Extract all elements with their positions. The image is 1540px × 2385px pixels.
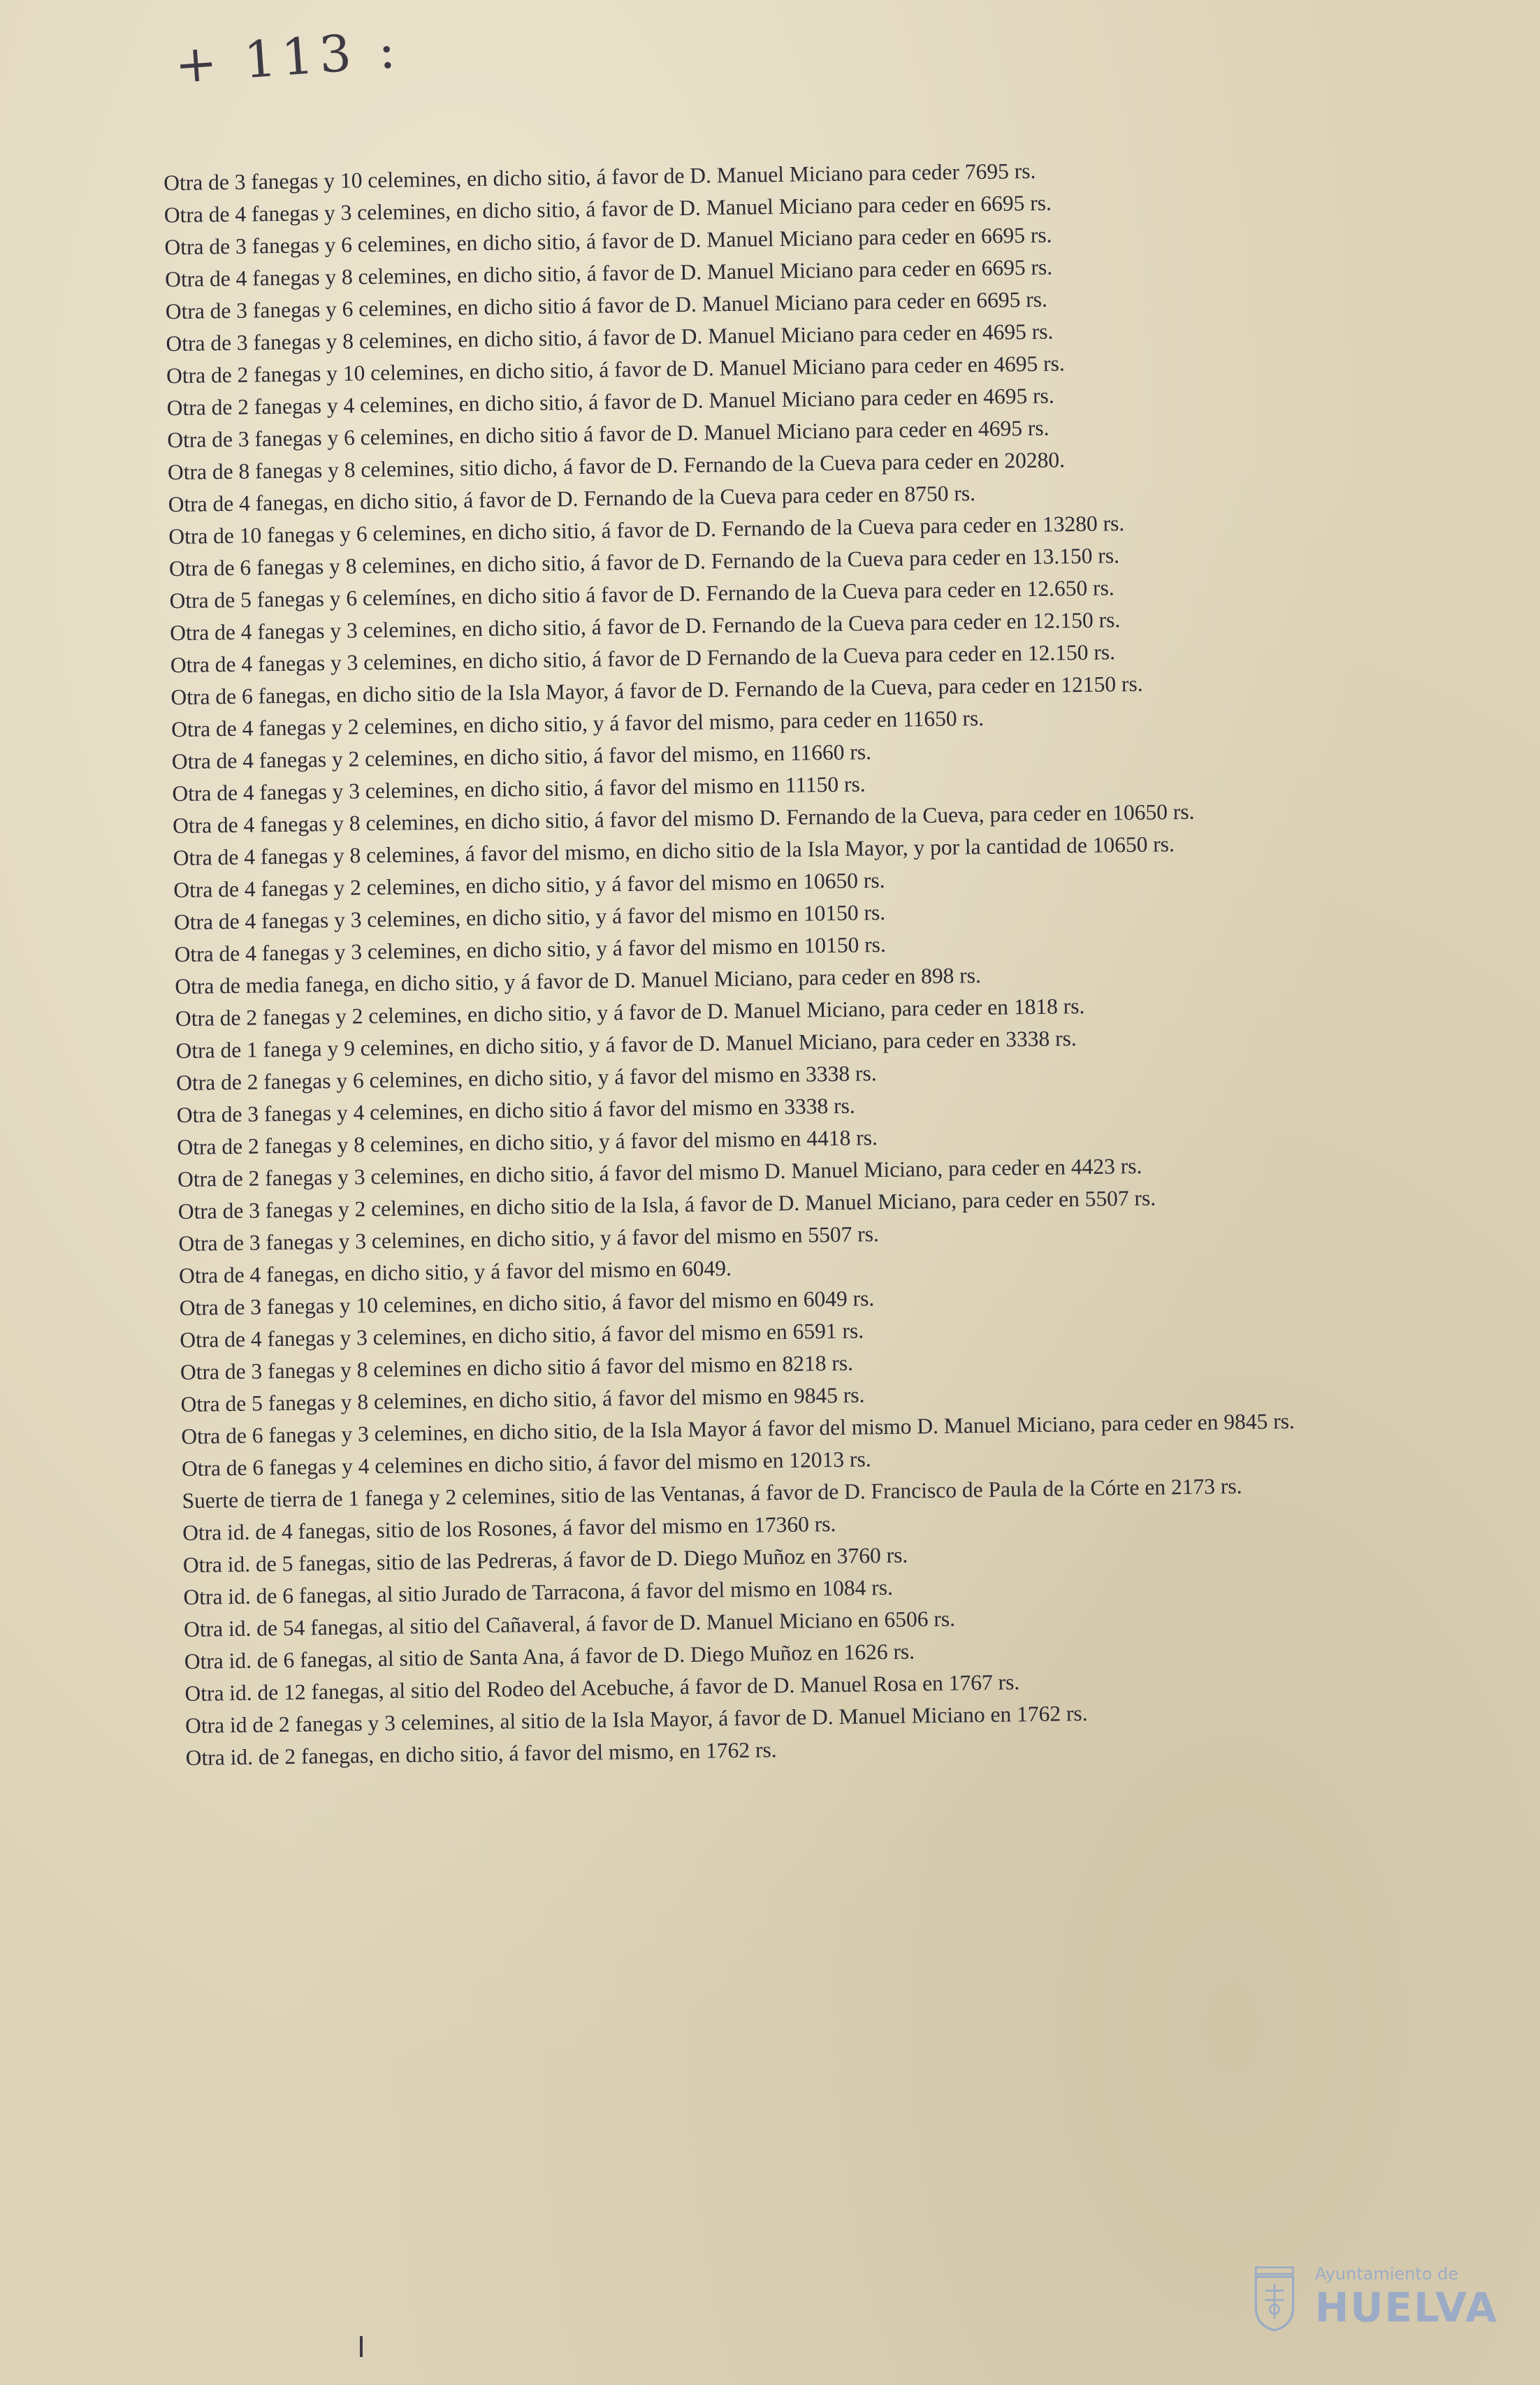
entry-line: Otra de 4 fanegas y 3 celemines, en dicho sitio, y á favor del mismo en 10150 rs. bbox=[174, 931, 887, 967]
entries-list bbox=[122, 150, 1451, 1775]
entry-line: Otra de 3 fanegas y 2 celemines, en dicho sitio de la Isla, á favor de D. Manuel Miciano, para ceder en 5507 rs. bbox=[177, 1185, 1156, 1224]
entry-line: Otra id de 2 fanegas y 3 celemines, al sitio de la Isla Mayor, á favor de D. Manuel Miciano en 1762 rs. bbox=[184, 1701, 1088, 1739]
entry-line: Otra de 3 fanegas y 4 celemines, en dicho sitio á favor del mismo en 3338 rs. bbox=[176, 1093, 856, 1128]
stamp-big-text: HUELVA bbox=[1314, 2284, 1498, 2331]
entry-line: Otra de 2 fanegas y 8 celemines, en dicho sitio, y á favor del mismo en 4418 rs. bbox=[177, 1125, 878, 1160]
entry-line: Otra de 6 fanegas y 8 celemines, en dicho sitio, á favor de D. Fernando de la Cueva para ceder en 13.150 rs. bbox=[168, 543, 1120, 581]
entry-line: Otra de 4 fanegas y 3 celemines, en dicho sitio, y á favor del mismo en 10150 rs. bbox=[173, 899, 886, 935]
entry-line: Otra de 10 fanegas y 6 celemines, en dicho sitio, á favor de D. Fernando de la Cueva para ceder en 13280 rs. bbox=[168, 511, 1125, 549]
entry-line: Otra de 4 fanegas y 2 celemines, en dicho sitio, á favor del mismo, en 11660 rs. bbox=[171, 739, 872, 774]
entry-line: Otra id. de 12 fanegas, al sitio del Rodeo del Acebuche, á favor de D. Manuel Rosa en 1767 rs. bbox=[184, 1669, 1020, 1706]
entry-line: Otra de 4 fanegas, en dicho sitio, y á favor del mismo en 6049. bbox=[178, 1256, 732, 1289]
entry-line: Otra de 3 fanegas y 10 celemines, en dicho sitio, á favor de D. Manuel Miciano para ceder 7695 rs. bbox=[164, 158, 1036, 196]
edge-mark bbox=[360, 2336, 363, 2357]
entry-line: Otra id. de 5 fanegas, sitio de las Pedreras, á favor de D. Diego Muñoz en 3760 rs. bbox=[182, 1542, 908, 1578]
entry-line: Otra de 4 fanegas, en dicho sitio, á favor de D. Fernando de la Cueva para ceder en 8750 rs. bbox=[168, 481, 976, 517]
entry-line: Otra id. de 2 fanegas, en dicho sitio, á favor del mismo, en 1762 rs. bbox=[185, 1737, 777, 1771]
page-number: + 113 : bbox=[173, 20, 403, 95]
entry-line: Otra de 3 fanegas y 6 celemines, en dicho sitio, á favor de D. Manuel Miciano para ceder en 6695 rs. bbox=[164, 222, 1052, 260]
entry-line: Otra de 4 fanegas y 3 celemines, en dicho sitio, á favor del mismo en 6591 rs. bbox=[180, 1318, 864, 1353]
entry-line: Otra id. de 6 fanegas, al sitio Jurado de Tarracona, á favor del mismo en 1084 rs. bbox=[183, 1574, 894, 1610]
coat-of-arms-icon bbox=[1247, 2245, 1302, 2350]
entry-line: Otra de 1 fanega y 9 celemines, en dicho sitio, y á favor de D. Manuel Miciano, para ceder en 3338 rs. bbox=[175, 1026, 1077, 1064]
entry-line: Otra de 4 fanegas y 3 celemines, en dicho sitio, á favor de D. Manuel Miciano para ceder en 6695 rs. bbox=[164, 190, 1052, 228]
entry-line: Otra de 5 fanegas y 8 celemines, en dicho sitio, á favor del mismo en 9845 rs. bbox=[180, 1382, 865, 1417]
entry-line: Suerte de tierra de 1 fanega y 2 celemines, sitio de las Ventanas, á favor de D. Francisco de Paula de la Córte en 2173 rs. bbox=[182, 1473, 1242, 1514]
entry-line: Otra de 6 fanegas y 3 celemines, en dicho sitio, de la Isla Mayor á favor del mismo D. Manuel Miciano, para ceder en 9845 rs. bbox=[181, 1408, 1295, 1449]
archive-stamp bbox=[1247, 2238, 1498, 2357]
entry-line: Otra de 4 fanegas y 8 celemines, en dicho sitio, á favor de D. Manuel Miciano para ceder en 6695 rs. bbox=[164, 254, 1053, 292]
entry-line: Otra de 3 fanegas y 10 celemines, en dicho sitio, á favor del mismo en 6049 rs. bbox=[179, 1286, 875, 1321]
entry-line: Otra de 3 fanegas y 8 celemines en dicho sitio á favor del mismo en 8218 rs. bbox=[180, 1350, 854, 1385]
stamp-small-text: Ayuntamiento de bbox=[1314, 2264, 1459, 2284]
entry-line: Otra de 3 fanegas y 3 celemines, en dicho sitio, y á favor del mismo en 5507 rs. bbox=[178, 1222, 880, 1256]
entry-line: Otra de 2 fanegas y 10 celemines, en dicho sitio, á favor de D. Manuel Miciano para ceder en 4695 rs. bbox=[166, 351, 1066, 389]
entry-line: Otra de media fanega, en dicho sitio, y á favor de D. Manuel Miciano, para ceder en 898 rs. bbox=[175, 963, 982, 999]
entry-line: Otra de 8 fanegas y 8 celemines, sitio dicho, á favor de D. Fernando de la Cueva para ceder en 20280. bbox=[167, 447, 1066, 485]
entry-line: Otra de 2 fanegas y 4 celemines, en dicho sitio, á favor de D. Manuel Miciano para ceder en 4695 rs. bbox=[166, 383, 1054, 421]
entry-line: Otra de 3 fanegas y 6 celemines, en dicho sitio á favor de D. Manuel Miciano para ceder en 6695 rs. bbox=[165, 287, 1048, 324]
entry-line: Otra id. de 6 fanegas, al sitio de Santa Ana, á favor de D. Diego Muñoz en 1626 rs. bbox=[184, 1639, 915, 1674]
entry-line: Otra de 2 fanegas y 6 celemines, en dicho sitio, y á favor del mismo en 3338 rs. bbox=[175, 1061, 877, 1096]
entry-line: Otra de 4 fanegas y 3 celemines, en dicho sitio, á favor de D. Fernando de la Cueva para ceder en 12.150 rs. bbox=[169, 607, 1121, 646]
entry-line: Otra de 5 fanegas y 6 celemínes, en dicho sitio á favor de D. Fernando de la Cueva para ceder en 12.650 rs. bbox=[169, 575, 1114, 614]
entry-line: Otra de 2 fanegas y 3 celemines, en dicho sitio, á favor del mismo D. Manuel Miciano, para ceder en 4423 rs. bbox=[177, 1153, 1142, 1192]
entry-line: Otra id. de 4 fanegas, sitio de los Rosones, á favor del mismo en 17360 rs. bbox=[182, 1512, 836, 1546]
entry-line: Otra de 4 fanegas y 8 celemines, á favor del mismo, en dicho sitio de la Isla Mayor, y por la cantidad de 10650 rs. bbox=[173, 832, 1175, 871]
entry-line: Otra de 3 fanegas y 8 celemines, en dicho sitio, á favor de D. Manuel Miciano para ceder en 4695 rs. bbox=[166, 319, 1054, 356]
entry-line: Otra de 4 fanegas y 3 celemines, en dicho sitio, á favor del mismo en 11150 rs. bbox=[172, 771, 866, 806]
entry-line: Otra de 4 fanegas y 2 celemines, en dicho sitio, y á favor del mismo, para ceder en 11650 rs. bbox=[170, 705, 985, 742]
entry-line: Otra de 6 fanegas, en dicho sitio de la Isla Mayor, á favor de D. Fernando de la Cueva, para ceder en 12150 rs. bbox=[170, 671, 1143, 710]
entry-line: Otra de 3 fanegas y 6 celemines, en dicho sitio á favor de D. Manuel Miciano para ceder en 4695 rs. bbox=[167, 415, 1049, 453]
entry-line: Otra de 4 fanegas y 2 celemines, en dicho sitio, y á favor del mismo en 10650 rs. bbox=[173, 867, 885, 903]
entry-line: Otra de 2 fanegas y 2 celemines, en dicho sitio, y á favor de D. Manuel Miciano, para ceder en 1818 rs. bbox=[175, 993, 1085, 1031]
entry-line: Otra de 4 fanegas y 8 celemines, en dicho sitio, á favor del mismo D. Fernando de la Cueva, para ceder en 10650 rs. bbox=[172, 799, 1195, 839]
entry-line: Otra de 6 fanegas y 4 celemines en dicho sitio, á favor del mismo en 12013 rs. bbox=[181, 1447, 871, 1481]
entry-line: Otra de 4 fanegas y 3 celemines, en dicho sitio, á favor de D Fernando de la Cueva para ceder en 12.150 rs. bbox=[170, 639, 1116, 678]
entry-line: Otra id. de 54 fanegas, al sitio del Cañaveral, á favor de D. Manuel Miciano en 6506 rs. bbox=[183, 1606, 956, 1642]
